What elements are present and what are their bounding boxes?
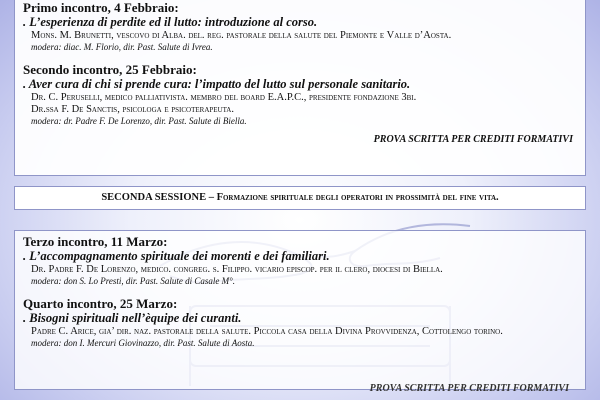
meeting-topic: . L’accompagnamento spirituale dei morenti e dei familiari.: [23, 249, 330, 263]
second-session-panel: [14, 230, 586, 394]
meeting-topic: . L’esperienza di perdite ed il lutto: introduzione al corso.: [23, 15, 318, 29]
first-session-panel: [14, 0, 586, 176]
credits-note: PROVA SCRITTA PER CREDITI FORMATIVI: [373, 134, 573, 145]
speaker-line: Dr. C. Peruselli, medico palliativista. membro del board E.A.P.C., presidente fondazione 3bi.: [31, 92, 417, 103]
meeting-2: [23, 62, 577, 127]
moderator-line: modera: diac. M. Florio, dir. Past. Salute di Ivrea.: [31, 42, 213, 52]
meeting-1: [23, 0, 577, 53]
moderator-line: modera: don S. Lo Presti, dir. Past. Salute di Casale M°.: [31, 276, 236, 286]
speaker-line: Dr. Padre F. De Lorenzo, medico. congreg. s. Filippo. vicario episcop. per il clero, diocesi di Biella.: [31, 264, 443, 275]
meeting-topic: . Bisogni spirituali nell’èquipe dei curanti.: [23, 311, 242, 325]
session-two-header: [14, 186, 586, 210]
meeting-4: [23, 296, 577, 349]
speaker-line: Padre C. Arice, gia’ dir. naz. pastorale della salute. Piccola casa della Divina Provvidenza, Cottolengo torino.: [31, 326, 503, 337]
meeting-3: [23, 234, 577, 287]
session-separator: –: [206, 192, 217, 203]
moderator-line: modera: dr. Padre F. De Lorenzo, dir. Past. Salute di Biella.: [31, 116, 247, 126]
moderator-line: modera: don I. Mercuri Giovinazzo, dir. Past. Salute di Aosta.: [31, 338, 255, 348]
session-label: SECONDA SESSIONE: [101, 192, 207, 203]
session-subtitle: Formazione spirituale degli operatori in prossimità del fine vita.: [216, 192, 499, 203]
meeting-heading: Primo incontro, 4 Febbraio:: [23, 0, 179, 15]
meeting-heading: Secondo incontro, 25 Febbraio:: [23, 62, 197, 77]
meeting-topic: . Aver cura di chi si prende cura: l’impatto del lutto sul personale sanitario.: [23, 77, 411, 91]
speaker-line: Dr.ssa F. De Sanctis, psicologa e psicoterapeuta.: [31, 104, 234, 115]
meeting-heading: Terzo incontro, 11 Marzo:: [23, 234, 168, 249]
speaker-line: Mons. M. Brunetti, vescovo di Alba. del. reg. pastorale della salute del Piemonte e Valle d’Aosta.: [31, 30, 452, 41]
credits-note: PROVA SCRITTA PER CREDITI FORMATIVI: [369, 383, 569, 394]
meeting-heading: Quarto incontro, 25 Marzo:: [23, 296, 178, 311]
